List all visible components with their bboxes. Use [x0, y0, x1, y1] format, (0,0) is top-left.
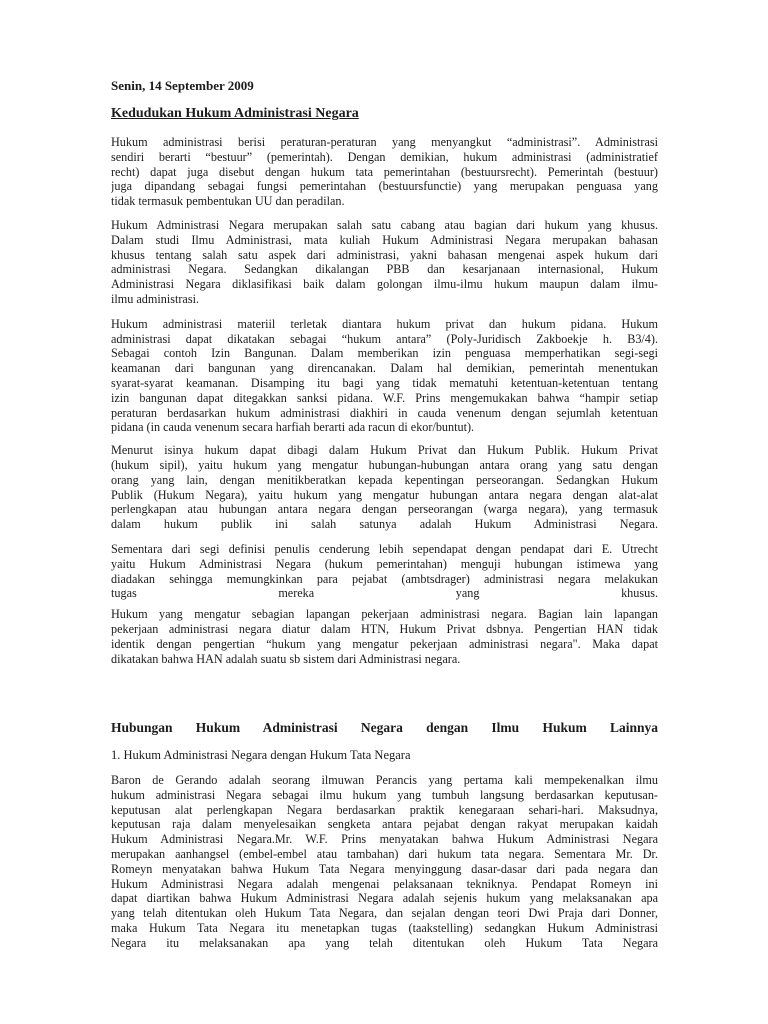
text-line: keputusan raja dalam menyelesaikan sengketa antara pejabat dengan rakyat merupakan kaidah — [111, 817, 658, 832]
paragraph — [111, 773, 658, 951]
text-line: Baron de Gerando adalah seorang ilmuwan Perancis yang pertama kali mempekenalkan ilmu — [111, 773, 658, 788]
paragraph — [111, 542, 658, 601]
text-line: pidana (in cauda venenum secara harfiah berarti ada racun di ekor/buntut). — [111, 420, 475, 435]
text-line: pekerjaan administrasi negara diatur dalam HTN, Hukum Privat dsbnya. Pengertian HAN tidak — [111, 621, 658, 636]
text-line: administrasi Negara. Sedangkan dikalangan PBB dan kesarjanaan internasional, Hukum — [111, 262, 658, 277]
text-line: sendiri berarti “bestuur” (pemerintah). Dengan demikian, hukum administrasi (administratief — [111, 149, 658, 164]
text-line: yaitu Hukum Administrasi Negara (hukum pemerintahan) menguji hubungan istimewa yang — [111, 556, 658, 571]
text-line: Hukum Administrasi Negara.Mr. W.F. Prins menyatakan bahwa Hukum Administrasi Negara — [111, 832, 658, 847]
text-line: dikatakan bahwa HAN adalah suatu sb sistem dari Administrasi negara. — [111, 651, 461, 666]
text-line: tidak termasuk pembentukan UU dan peradilan. — [111, 194, 345, 209]
text-line: Hukum administrasi berisi peraturan-peraturan yang menyangkut “administrasi”. Administrasi — [111, 135, 658, 149]
text-line: diadakan sehingga memungkinkan para pejabat (ambtsdrager) administrasi negara melakukan — [111, 571, 658, 586]
paragraph — [111, 135, 658, 209]
text-line: (hukum sipil), yaitu hukum yang mengatur hubungan-hubungan antara orang yang satu dengan — [111, 457, 658, 472]
subheading: 1. Hukum Administrasi Negara dengan Hukum Tata Negara — [111, 748, 411, 763]
text-line: izin bangunan dapat ditegakkan sanksi pidana. W.F. Prins mengemukakan bahwa “hampir setiap — [111, 390, 658, 405]
text-line: ilmu administrasi. — [111, 291, 200, 306]
text-line: Hukum administrasi materiil terletak diantara hukum privat dan hukum pidana. Hukum — [111, 316, 658, 331]
date: Senin, 14 September 2009 — [111, 78, 254, 93]
text-line: merupakan aanhangsel (embel-embel atau tambahan) dari hukum tata negara. Sementara Mr. Dr. — [111, 847, 658, 862]
text-line: Dalam studi Ilmu Administrasi, mata kuliah Hukum Administrasi Negara merupakan bahasan — [111, 232, 658, 247]
text-line: keputusan alat perlengkapan Negara berdasarkan praktik kenegaraan sehari-hari. Maksudnya, — [111, 802, 658, 817]
heading-stretched: Hubungan Hukum Administrasi Negara dengan Ilmu Hukum Lainnya — [111, 720, 658, 736]
text-line: Hukum Administrasi Negara adalah mengenai pelaksanaan tekniknya. Pendapat Romeyn ini — [111, 876, 658, 891]
text-line: Hukum Administrasi Negara merupakan salah satu cabang atau bagian dari hukum yang khusus. — [111, 217, 658, 232]
paragraph — [111, 317, 658, 435]
text-line: identik dengan pengertian “hukum yang mengatur pekerjaan administrasi negara". Maka dapat — [111, 636, 658, 651]
text-line: Hukum yang mengatur sebagian lapangan pekerjaan administrasi negara. Bagian lain lapangan — [111, 607, 658, 622]
text-line: orang yang lain, dengan menitikberatkan kepada kepentingan perseorangan. Sedangkan Hukum — [111, 472, 658, 487]
heading-underlined: Kedudukan Hukum Administrasi Negara — [111, 106, 359, 121]
text-line: peraturan berdasarkan hukum administrasi diakhiri in cauda venenum dengan sejumlah ketentuan — [111, 405, 658, 420]
text-line: syarat-syarat keamanan. Disamping itu bagi yang tidak mematuhi ketentuan-ketentuan tentang — [111, 375, 658, 390]
text-line: maka Hukum Tata Negara itu menetapkan tugas (taakstelling) sedangkan Hukum Administrasi — [111, 921, 658, 936]
paragraph — [111, 443, 658, 532]
text-line: keamanan dari bangunan yang direncanakan. Dalam hal demikian, pemerintah menentukan — [111, 361, 658, 376]
document-content — [111, 78, 658, 951]
text-line: khusus tentang salah satu aspek dari administrasi, yakni bahasan mengenai aspek hukum dari — [111, 247, 658, 262]
text-line: Romeyn menyatakan bahwa Hukum Tata Negara menyinggung dasar-dasar dari pada negara dan — [111, 861, 658, 876]
text-line: tugas mereka yang khusus. — [111, 586, 658, 601]
text-line: Sementara dari segi definisi penulis cenderung lebih sependapat dengan pendapat dari E. Utrecht — [111, 541, 658, 556]
text-line: juga dipandang sebagai fungsi pemerintahan (bestuursfunctie) yang merupakan penguasa yang — [111, 179, 658, 194]
text-line: yang telah ditentukan oleh Hukum Tata Negara, dan sejalan dengan teori Dwi Praja dari Donner, — [111, 906, 658, 921]
text-line: dalam hukum publik ini salah satunya adalah Hukum Administrasi Negara. — [111, 517, 658, 532]
paragraph — [111, 607, 658, 666]
text-line: hukum administrasi Negara sebagai ilmu hukum yang tumbuh langsung berdasarkan keputusan- — [111, 787, 658, 802]
text-line: dapat diartikan bahwa Hukum Administrasi Negara adalah sejenis hukum yang melaksanakan apa — [111, 891, 658, 906]
text-line: Menurut isinya hukum dapat dibagi dalam Hukum Privat dan Hukum Publik. Hukum Privat — [111, 443, 658, 458]
text-line: Sebagai contoh Izin Bangunan. Dalam memberikan izin penguasa memperhatikan segi-segi — [111, 346, 658, 361]
text-line: Negara itu melaksanakan apa yang telah ditentukan oleh Hukum Tata Negara — [111, 935, 658, 950]
text-line: recht) dapat juga disebut dengan hukum tata pemerintahan (bestuursrecht). Pemerintah (bestuur) — [111, 164, 658, 179]
text-line: administrasi dapat dikatakan sebagai “hukum antara” (Poly-Juridisch Zakboekje h. B3/4). — [111, 331, 658, 346]
text-line: perlengkapan atau hubungan antara negara dengan perseorangan (warga negara), yang termasuk — [111, 502, 658, 517]
paragraph — [111, 218, 658, 307]
text-line: Publik (Hukum Negara), yaitu hukum yang mengatur hubungan antara negara dengan alat-alat — [111, 487, 658, 502]
text-line: Administrasi Negara diklasifikasi baik dalam golongan ilmu-ilmu hukum maupun dalam ilmu- — [111, 277, 658, 292]
